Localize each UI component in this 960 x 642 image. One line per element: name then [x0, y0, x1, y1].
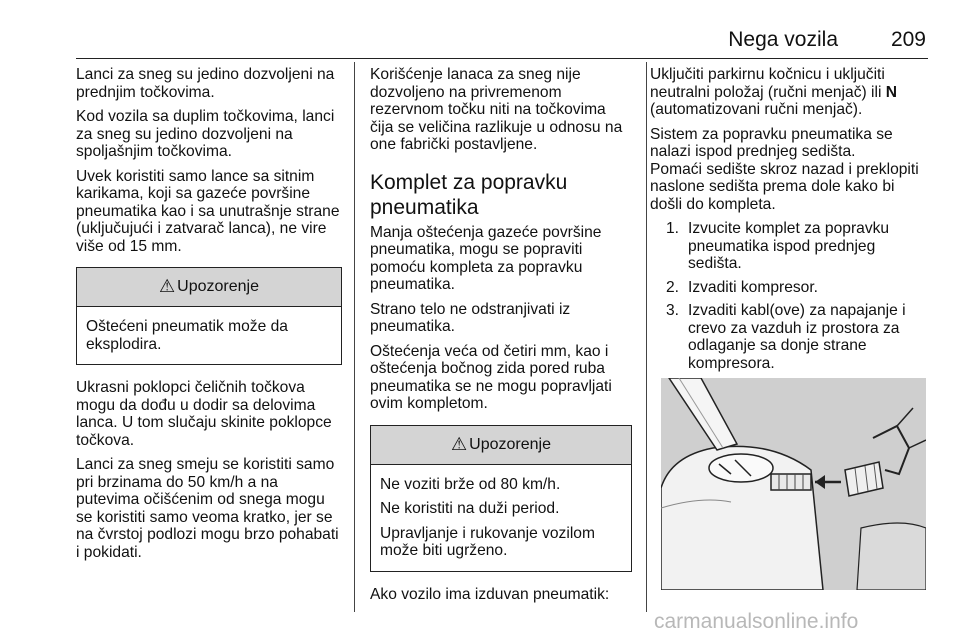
paragraph: Ukrasni poklopci čeličnih točkova mogu da dođu u dodir sa delovima lanca. U tom slučaju skinite poklopce točkova. — [76, 379, 332, 449]
paragraph: Strano telo ne odstranjivati iz pneumatika. — [370, 300, 571, 335]
step-number: 1. — [666, 220, 680, 237]
column-divider — [646, 62, 647, 612]
warning-text: Oštećeni pneumatik može da eksplodira. — [86, 318, 288, 353]
paragraph: Lanci za sneg su jedino dozvoljeni na prednjim točkovima. — [76, 66, 335, 101]
warning-triangle-icon: ⚠ — [159, 276, 176, 297]
warning-line: Ne koristiti na duži period. — [380, 500, 560, 517]
compressor-drawing — [661, 378, 926, 590]
text-run: Uključiti parkirnu kočnicu i uključiti neutralni položaj (ručni menjač) ili — [650, 66, 886, 101]
column-3 — [650, 66, 928, 378]
warning-body — [371, 465, 631, 571]
paragraph: Sistem za popravku pneumatika se nalazi ispod prednjeg sedišta. — [650, 125, 893, 160]
compressor-illustration — [661, 378, 926, 590]
warning-header — [77, 268, 341, 307]
list-item — [650, 279, 928, 297]
warning-triangle-icon: ⚠ — [451, 433, 468, 454]
paragraph: Uvek koristiti samo lance sa sitnim karikama, koji sa gazeće površine pneumatika kao i sa unutrašnje strane (uključujući i zatvarač lanca), ne vire više od 15 mm. — [76, 167, 340, 255]
step-text: Izvaditi kompresor. — [688, 278, 818, 296]
section-heading: Komplet za popravku pneumatika — [370, 170, 568, 219]
text-run: (automatizovani ručni menjač). — [650, 101, 863, 118]
paragraph: Ako vozilo ima izduvan pneumatik: — [370, 585, 610, 603]
warning-title: Upozorenje — [469, 435, 551, 453]
step-list — [650, 220, 928, 372]
page-header — [76, 26, 928, 59]
section-title: Nega vozila — [728, 28, 838, 51]
warning-box — [76, 267, 342, 365]
paragraph: Manja oštećenja gazeće površine pneumatika, mogu se popraviti pomoću kompleta za popravku pneumatika. — [370, 223, 602, 293]
warning-line: Ne voziti brže od 80 km/h. — [380, 475, 561, 493]
list-item — [650, 302, 928, 372]
column-divider — [354, 62, 355, 612]
step-text: Izvaditi kabl(ove) za napajanje i crevo za vazduh iz prostora za odlaganje sa donje strane kompresora. — [688, 302, 906, 372]
warning-body — [77, 307, 341, 364]
watermark: carmanualsonline.info — [654, 610, 859, 633]
step-text: Izvucite komplet za popravku pneumatika ispod prednjeg sedišta. — [688, 220, 890, 272]
paragraph: Kod vozila sa duplim točkovima, lanci za sneg su jedino dozvoljeni na spoljašnjim točkovima. — [76, 108, 335, 160]
paragraph: Pomaći sedište skroz nazad i preklopiti naslone sedišta prema dole kako bi došli do kompleta. — [650, 160, 919, 213]
column-2 — [370, 66, 632, 610]
page-number: 209 — [890, 28, 926, 51]
warning-box — [370, 425, 632, 572]
warning-line: Upravljanje i rukovanje vozilom može biti ugrženo. — [380, 524, 595, 559]
step-number: 3. — [666, 302, 680, 319]
gear-label: N — [885, 83, 898, 101]
warning-header — [371, 426, 631, 465]
paragraph: Oštećenja veća od četiri mm, kao i oštećenja bočnog zida pored ruba pneumatika se ne mogu popravljati ovim kompletom. — [370, 342, 612, 412]
step-number: 2. — [666, 278, 680, 296]
list-item — [650, 220, 928, 273]
paragraph: Lanci za sneg smeju se koristiti samo pri brzinama do 50 km/h a na putevima očišćenim od snega mogu se koristiti samo veoma kratko, jer se na čvrstoj podlozi mogu brzo pohabati i pokidati. — [76, 456, 339, 561]
warning-title: Upozorenje — [177, 278, 259, 296]
paragraph: Korišćenje lanaca za sneg nije dozvoljeno na privremenom rezervnom točku niti na točkovima čija se veličina razlikuje u odnosu na one fabrički postavljene. — [370, 66, 623, 153]
column-1 — [76, 66, 342, 568]
paragraph — [650, 66, 928, 119]
